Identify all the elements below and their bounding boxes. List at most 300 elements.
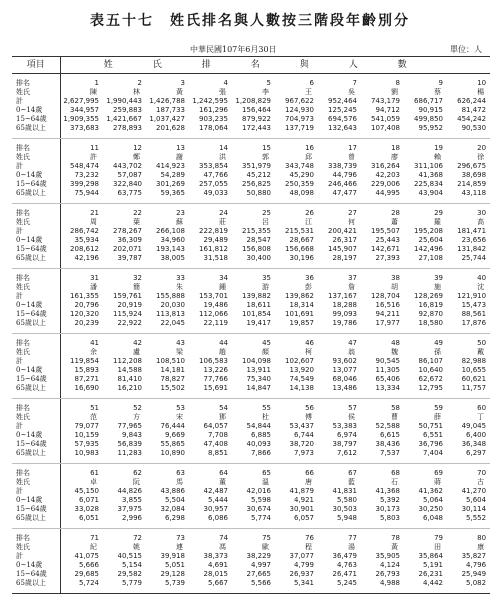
age-15-64-row: [12, 440, 490, 449]
table-cell: 195,208: [414, 227, 443, 235]
table-cell: 51: [90, 404, 99, 412]
surname-row: [12, 218, 490, 227]
table-cell: 詹: [348, 283, 355, 291]
table-cell: 82,988: [461, 357, 487, 365]
table-cell: 25,443: [375, 236, 400, 244]
table-cell: 246,466: [328, 180, 357, 188]
table-cell: 541,059: [371, 115, 400, 123]
table-cell: 3,855: [121, 496, 142, 504]
table-cell: 250,359: [285, 180, 314, 188]
table-cell: 903,235: [199, 115, 228, 123]
row-label: 15~64歲: [12, 570, 60, 579]
table-cell: 6,551: [422, 431, 443, 439]
table-cell: 75,340: [246, 375, 271, 383]
table-cell: 姚: [133, 543, 140, 551]
table-cell: 92,870: [418, 310, 443, 318]
table-cell: 76: [305, 534, 314, 542]
table-cell: 3: [180, 79, 185, 87]
table-cell: 32: [133, 274, 142, 282]
table-cell: 257,055: [199, 180, 228, 188]
table-cell: 簡: [133, 283, 140, 291]
table-cell: 45,290: [289, 171, 314, 179]
table-cell: 盧: [133, 348, 140, 356]
table-cell: 266,108: [156, 227, 185, 235]
table-cell: 藍: [348, 478, 355, 486]
table-cell: 5,779: [103, 579, 146, 594]
table-cell: 93,602: [332, 357, 357, 365]
table-cell: 30,400: [232, 254, 275, 269]
age-65-plus-row: [12, 384, 490, 399]
table-cell: 19: [434, 144, 443, 152]
row-label: 15~64歲: [12, 375, 60, 384]
table-cell: 278,893: [103, 124, 146, 139]
table-cell: 鄭: [133, 153, 140, 161]
table-cell: 王: [305, 88, 312, 96]
table-cell: 28,015: [203, 570, 228, 578]
table-cell: 77,965: [117, 422, 142, 430]
table-cell: 73,232: [74, 171, 99, 179]
row-label: 65歲以上: [12, 514, 60, 529]
table-cell: 112,066: [199, 310, 228, 318]
table-cell: 蕭: [391, 218, 398, 226]
row-label: 0~14歲: [12, 561, 60, 570]
table-cell: 28,197: [318, 254, 361, 269]
table-cell: 6,974: [336, 431, 357, 439]
table-cell: 115,924: [113, 310, 142, 318]
table-cell: 5,724: [60, 579, 103, 594]
table-cell: 101,691: [285, 310, 314, 318]
table-cell: 316,264: [371, 162, 400, 170]
age-65-plus-row: [12, 254, 490, 269]
surname-row: [12, 283, 490, 292]
table-cell: 90,545: [375, 357, 400, 365]
table-cell: 128,269: [414, 292, 443, 300]
table-cell: 214,859: [457, 180, 487, 188]
table-cell: 15: [262, 144, 271, 152]
table-cell: 47,477: [318, 189, 361, 204]
total-row: [12, 292, 490, 301]
table-cell: 200,421: [328, 227, 357, 235]
date-note: 中華民國107年6月30日: [190, 45, 277, 54]
table-cell: 11: [90, 144, 99, 152]
total-row: [12, 552, 490, 561]
table-cell: 趙: [219, 348, 226, 356]
row-label: 0~14歲: [12, 236, 60, 245]
table-cell: 16: [305, 144, 314, 152]
surname-row: [12, 478, 490, 487]
table-cell: 18,288: [332, 301, 357, 309]
table-cell: 唐: [305, 478, 312, 486]
table-cell: 57: [348, 404, 357, 412]
table-cell: 8: [395, 79, 400, 87]
surname-statistics-table: [12, 56, 490, 594]
row-label: 姓氏: [12, 88, 60, 97]
table-cell: 121,910: [457, 292, 487, 300]
age-65-plus-row: [12, 579, 490, 594]
table-cell: 62: [133, 469, 142, 477]
row-label: 姓氏: [12, 478, 60, 487]
table-cell: 548,474: [70, 162, 99, 170]
table-cell: 4,997: [250, 561, 271, 569]
table-title: 表五十七 姓氏排名與人數按三階段年齡別分: [90, 13, 410, 29]
table-cell: 羅: [434, 218, 441, 226]
table-cell: 29: [434, 209, 443, 217]
table-cell: 15,893: [74, 366, 99, 374]
table-cell: 曹: [391, 413, 398, 421]
table-cell: 13,077: [332, 366, 357, 374]
table-cell: 孫: [434, 348, 441, 356]
table-cell: 104,098: [242, 357, 271, 365]
table-cell: 5,064: [422, 496, 443, 504]
table-cell: 5,739: [146, 579, 189, 594]
table-cell: 丁: [477, 413, 485, 421]
table-cell: 宋: [176, 413, 183, 421]
table-cell: 155,888: [156, 292, 185, 300]
row-label: 姓氏: [12, 218, 60, 227]
table-cell: 5,598: [250, 496, 271, 504]
table-cell: 61: [90, 469, 99, 477]
table-cell: 14: [219, 144, 228, 152]
table-cell: 5,245: [318, 579, 361, 594]
row-label: 15~64歲: [12, 310, 60, 319]
table-cell: 劉: [391, 88, 398, 96]
table-cell: 4,921: [293, 496, 314, 504]
table-cell: 30,250: [418, 505, 443, 513]
table-cell: 64,057: [203, 422, 228, 430]
table-cell: 399,298: [70, 180, 99, 188]
table-cell: 5: [266, 79, 271, 87]
table-cell: 14,138: [275, 384, 318, 399]
table-cell: 6,071: [78, 496, 99, 504]
table-cell: 5,444: [207, 496, 228, 504]
table-cell: 108,510: [156, 357, 185, 365]
table-cell: 27,108: [404, 254, 447, 269]
table-cell: 967,622: [285, 97, 314, 105]
table-cell: 16,690: [60, 384, 103, 399]
table-cell: 2,996: [103, 514, 146, 529]
table-cell: 7,866: [232, 449, 275, 464]
table-cell: 195,507: [371, 227, 400, 235]
row-label: 計: [12, 487, 60, 496]
row-label: 排名: [12, 464, 60, 479]
table-cell: 30,114: [461, 505, 487, 513]
table-cell: 78,827: [160, 375, 185, 383]
rank-row: [12, 464, 490, 479]
table-cell: 9,843: [121, 431, 142, 439]
row-label: 65歲以上: [12, 319, 60, 334]
table-cell: 5,803: [361, 514, 404, 529]
table-cell: 137,167: [328, 292, 357, 300]
table-cell: 47,766: [203, 171, 228, 179]
table-cell: 65,406: [375, 375, 400, 383]
surname-row: [12, 413, 490, 422]
table-cell: 1,242,595: [192, 97, 228, 105]
table-cell: 古: [477, 478, 485, 486]
table-cell: 102,607: [285, 357, 314, 365]
table-cell: 63: [176, 469, 185, 477]
table-cell: 25: [262, 209, 271, 217]
table-cell: 17,876: [447, 319, 490, 334]
table-cell: 程: [305, 543, 312, 551]
table-cell: 36,479: [332, 552, 357, 560]
table-cell: 72: [133, 534, 142, 542]
table-cell: 38,720: [289, 440, 314, 448]
table-cell: 陳: [90, 88, 97, 96]
table-cell: 53,437: [289, 422, 314, 430]
table-cell: 馬: [176, 478, 183, 486]
table-cell: 柯: [305, 348, 312, 356]
table-cell: 1: [94, 79, 99, 87]
table-cell: 43,886: [160, 487, 185, 495]
table-cell: 杜: [262, 413, 269, 421]
table-cell: 溫: [262, 478, 269, 486]
table-cell: 5,504: [164, 496, 185, 504]
table-cell: 40: [477, 274, 487, 282]
table-cell: 75,944: [60, 189, 103, 204]
table-cell: 44,826: [117, 487, 142, 495]
table-cell: 28,547: [246, 236, 271, 244]
table-cell: 46: [305, 339, 314, 347]
table-cell: 13,226: [203, 366, 228, 374]
table-cell: 743,179: [371, 97, 400, 105]
age-0-14-row: [12, 431, 490, 440]
table-cell: 7,404: [404, 449, 447, 464]
row-label: 姓氏: [12, 283, 60, 292]
table-cell: 1,208,829: [235, 97, 271, 105]
table-cell: 翁: [348, 348, 355, 356]
table-cell: 蘇: [176, 218, 183, 226]
table-cell: 33: [176, 274, 185, 282]
table-cell: 20: [477, 144, 487, 152]
table-cell: 紀: [90, 543, 97, 551]
table-cell: 161,296: [199, 106, 228, 114]
table-cell: 19,486: [203, 301, 228, 309]
table-cell: 梁: [176, 348, 183, 356]
table-cell: 41,270: [461, 487, 487, 495]
table-cell: 8,851: [189, 449, 232, 464]
table-cell: 54: [219, 404, 228, 412]
table-cell: 呂: [262, 218, 269, 226]
table-cell: 55: [262, 404, 271, 412]
rank-row: [12, 269, 490, 284]
table-cell: 17: [348, 144, 357, 152]
table-cell: 145,907: [328, 245, 357, 253]
table-cell: 62,672: [418, 375, 443, 383]
table-cell: 34: [219, 274, 228, 282]
table-cell: 44,995: [361, 189, 404, 204]
table-cell: 322,840: [113, 180, 142, 188]
table-cell: 28,667: [289, 236, 314, 244]
table-cell: 10,890: [146, 449, 189, 464]
table-cell: 39,787: [103, 254, 146, 269]
table-cell: 30: [477, 209, 487, 217]
table-cell: 54,289: [160, 171, 185, 179]
row-label: 0~14歲: [12, 496, 60, 505]
table-cell: 225,834: [414, 180, 443, 188]
table-cell: 鄧: [219, 413, 226, 421]
table-cell: 259,883: [113, 106, 142, 114]
table-cell: 142,671: [371, 245, 400, 253]
table-cell: 112,208: [113, 357, 142, 365]
table-cell: 74,549: [289, 375, 314, 383]
table-cell: 5,667: [189, 579, 232, 594]
table-cell: 2,627,995: [63, 97, 99, 105]
table-cell: 59: [434, 404, 443, 412]
row-label: 計: [12, 97, 60, 106]
age-65-plus-row: [12, 319, 490, 334]
table-cell: 6,298: [146, 514, 189, 529]
table-cell: 686,717: [414, 97, 443, 105]
table-cell: 7,537: [361, 449, 404, 464]
table-cell: 張: [219, 88, 226, 96]
table-cell: 443,702: [113, 162, 142, 170]
table-cell: 游: [262, 283, 269, 291]
row-label: 0~14歲: [12, 301, 60, 310]
table-cell: 53: [176, 404, 185, 412]
table-cell: 42,016: [246, 487, 271, 495]
age-0-14-row: [12, 301, 490, 310]
table-cell: 6,048: [404, 514, 447, 529]
table-cell: 36,796: [418, 440, 443, 448]
table-cell: 10: [477, 79, 487, 87]
table-cell: 蔡: [434, 88, 441, 96]
age-65-plus-row: [12, 449, 490, 464]
table-cell: 128,704: [371, 292, 400, 300]
table-cell: 13,486: [318, 384, 361, 399]
table-cell: 38,698: [461, 171, 487, 179]
table-cell: 626,244: [457, 97, 487, 105]
table-cell: 蔣: [434, 478, 441, 486]
row-label: 計: [12, 292, 60, 301]
table-cell: 41,368: [418, 171, 443, 179]
table-cell: 25,949: [461, 570, 487, 578]
table-cell: 13,334: [361, 384, 404, 399]
table-body: [12, 74, 490, 594]
table-cell: 156,464: [242, 106, 271, 114]
table-cell: 55,865: [160, 440, 185, 448]
table-cell: 余: [90, 348, 97, 356]
table-cell: 79: [434, 534, 443, 542]
table-cell: 38,797: [332, 440, 357, 448]
table-cell: 5,566: [232, 579, 275, 594]
table-cell: 63,775: [103, 189, 146, 204]
table-cell: 215,531: [285, 227, 314, 235]
table-cell: 35,934: [74, 236, 99, 244]
row-label: 排名: [12, 204, 60, 219]
table-cell: 76,444: [160, 422, 185, 430]
age-0-14-row: [12, 561, 490, 570]
table-cell: 25,604: [418, 236, 443, 244]
age-65-plus-row: [12, 124, 490, 139]
table-cell: 30,674: [246, 505, 271, 513]
table-cell: 53,383: [332, 422, 357, 430]
table-cell: 42,196: [60, 254, 103, 269]
table-cell: 79,077: [74, 422, 99, 430]
table-cell: 215,355: [242, 227, 271, 235]
table-cell: 10,983: [60, 449, 103, 464]
table-cell: 彭: [305, 283, 312, 291]
surname-row: [12, 543, 490, 552]
table-cell: 58: [391, 404, 400, 412]
table-cell: 95,952: [404, 124, 447, 139]
table-cell: 5,604: [466, 496, 487, 504]
table-cell: 27,665: [246, 570, 271, 578]
age-15-64-row: [12, 245, 490, 254]
table-cell: 16,516: [375, 301, 400, 309]
table-cell: 13: [176, 144, 185, 152]
table-cell: 694,576: [328, 115, 357, 123]
table-cell: 26,793: [375, 570, 400, 578]
table-cell: 338,739: [328, 162, 357, 170]
table-cell: 葉: [133, 218, 140, 226]
table-cell: 邱: [305, 153, 312, 161]
table-cell: 106,583: [199, 357, 228, 365]
table-cell: 65: [262, 469, 271, 477]
table-cell: 120,320: [70, 310, 99, 318]
table-cell: 12,795: [404, 384, 447, 399]
table-cell: 45,212: [246, 171, 271, 179]
table-cell: 59,365: [146, 189, 189, 204]
table-cell: 18,611: [246, 301, 271, 309]
table-cell: 29,489: [203, 236, 228, 244]
age-15-64-row: [12, 570, 490, 579]
table-cell: 19,857: [275, 319, 318, 334]
table-cell: 范: [90, 413, 97, 421]
table-cell: 魏: [391, 348, 398, 356]
table-cell: 胡: [391, 283, 398, 291]
table-cell: 12: [133, 144, 142, 152]
table-cell: 256,825: [242, 180, 271, 188]
table-cell: 11,757: [447, 384, 490, 399]
table-cell: 6,086: [189, 514, 232, 529]
table-cell: 74: [219, 534, 228, 542]
table-cell: 124,930: [285, 106, 314, 114]
table-cell: 56: [305, 404, 314, 412]
table-cell: 66: [305, 469, 314, 477]
table-cell: 20,239: [60, 319, 103, 334]
table-cell: 193,143: [156, 245, 185, 253]
age-0-14-row: [12, 496, 490, 505]
table-cell: 田: [434, 543, 441, 551]
surname-row: [12, 88, 490, 97]
row-label: 姓氏: [12, 153, 60, 162]
table-cell: 952,464: [328, 97, 357, 105]
table-cell: 57,087: [117, 171, 142, 179]
table-cell: 22,922: [103, 319, 146, 334]
row-label: 排名: [12, 139, 60, 154]
table-cell: 50,751: [418, 422, 443, 430]
table-cell: 139,862: [285, 292, 314, 300]
table-cell: 沈: [477, 283, 485, 291]
table-cell: 222,819: [199, 227, 228, 235]
row-label: 排名: [12, 269, 60, 284]
table-cell: 戴: [477, 348, 485, 356]
table-cell: 30,957: [203, 505, 228, 513]
table-cell: 32,084: [160, 505, 185, 513]
surname-row: [12, 153, 490, 162]
row-label: 15~64歲: [12, 505, 60, 514]
table-cell: 296,675: [457, 162, 487, 170]
table-cell: 29,582: [117, 570, 142, 578]
table-cell: 35: [262, 274, 271, 282]
table-cell: 40,093: [246, 440, 271, 448]
table-cell: 26: [305, 209, 314, 217]
table-cell: 101,854: [242, 310, 271, 318]
table-cell: 38,373: [203, 552, 228, 560]
row-label: 65歲以上: [12, 254, 60, 269]
table-cell: 曾: [348, 153, 355, 161]
table-cell: 26,317: [332, 236, 357, 244]
